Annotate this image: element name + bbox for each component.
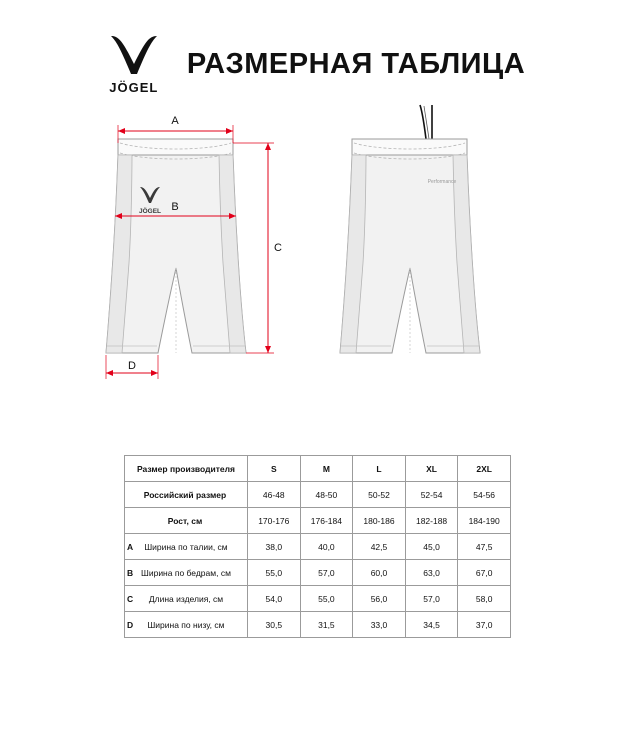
row-value: 52-54 — [405, 482, 458, 508]
measure-b-label: B — [171, 201, 179, 213]
size-table-wrap — [124, 455, 502, 638]
row-value: 45,0 — [405, 534, 458, 560]
row-value: 30,5 — [248, 612, 301, 638]
row-value: 46-48 — [248, 482, 301, 508]
table-row — [125, 508, 511, 534]
row-label: Российский размер — [125, 482, 248, 508]
row-value: 176-184 — [300, 508, 353, 534]
row-value: 182-188 — [405, 508, 458, 534]
row-label: Рост, см — [125, 508, 248, 534]
measure-c-label: C — [274, 242, 282, 254]
row-value: 48-50 — [300, 482, 353, 508]
garment-diagrams — [0, 103, 624, 433]
back-brandmark-label: Performance — [427, 179, 457, 185]
measure-d-label: D — [128, 360, 136, 372]
page-title: РАЗМЕРНАЯ ТАБЛИЦА — [186, 48, 526, 80]
size-table — [124, 455, 511, 638]
header-manufacturer-size: Размер производителя — [125, 456, 248, 482]
row-label: Ширина по талии, см — [125, 534, 248, 560]
svg-text:JÖGEL: JÖGEL — [138, 208, 162, 215]
shorts-back-diagram — [330, 103, 530, 423]
table-row: A Ширина по талии, см 38,0 40,0 42,5 45,0 47,5 — [125, 534, 511, 560]
row-value: 31,5 — [300, 612, 353, 638]
header-size-0: S — [248, 456, 301, 482]
brand-logo — [99, 34, 169, 95]
table-row: C Длина изделия, см 54,0 55,0 56,0 57,0 58,0 — [125, 586, 511, 612]
row-value: 63,0 — [405, 560, 458, 586]
shorts-front-shape — [106, 139, 246, 353]
drawstring — [420, 105, 432, 139]
row-label: Ширина по бедрам, см — [125, 560, 248, 586]
page-header — [0, 0, 624, 95]
row-label: Длина изделия, см — [125, 586, 248, 612]
row-value: 67,0 — [458, 560, 511, 586]
header-size-3: XL — [405, 456, 458, 482]
header-size-4: 2XL — [458, 456, 511, 482]
header-size-2: L — [353, 456, 406, 482]
row-value: 57,0 — [405, 586, 458, 612]
row-value: 184-190 — [458, 508, 511, 534]
table-row — [125, 482, 511, 508]
jogel-mark-icon — [107, 34, 161, 78]
row-value: 170-176 — [248, 508, 301, 534]
row-value: 47,5 — [458, 534, 511, 560]
shorts-back-shape — [340, 139, 480, 353]
row-value: 58,0 — [458, 586, 511, 612]
row-value: 180-186 — [353, 508, 406, 534]
row-value: 55,0 — [300, 586, 353, 612]
table-row: D Ширина по низу, см 30,5 31,5 33,0 34,5 37,0 — [125, 612, 511, 638]
row-value: 60,0 — [353, 560, 406, 586]
row-value: 40,0 — [300, 534, 353, 560]
row-value: 56,0 — [353, 586, 406, 612]
row-value: 42,5 — [353, 534, 406, 560]
row-value: 55,0 — [248, 560, 301, 586]
measure-a-label: A — [171, 115, 179, 127]
row-value: 33,0 — [353, 612, 406, 638]
row-value: 37,0 — [458, 612, 511, 638]
table-header-row — [125, 456, 511, 482]
measure-d — [106, 355, 158, 379]
header-size-1: M — [300, 456, 353, 482]
row-value: 50-52 — [353, 482, 406, 508]
shorts-front-diagram — [96, 103, 306, 423]
row-value: 34,5 — [405, 612, 458, 638]
row-value: 38,0 — [248, 534, 301, 560]
brand-wordmark: JÖGEL — [109, 80, 159, 95]
table-row: B Ширина по бедрам, см 55,0 57,0 60,0 63,0 67,0 — [125, 560, 511, 586]
size-table-body — [125, 456, 511, 638]
row-label: Ширина по низу, см — [125, 612, 248, 638]
row-value: 54-56 — [458, 482, 511, 508]
row-value: 54,0 — [248, 586, 301, 612]
row-value: 57,0 — [300, 560, 353, 586]
